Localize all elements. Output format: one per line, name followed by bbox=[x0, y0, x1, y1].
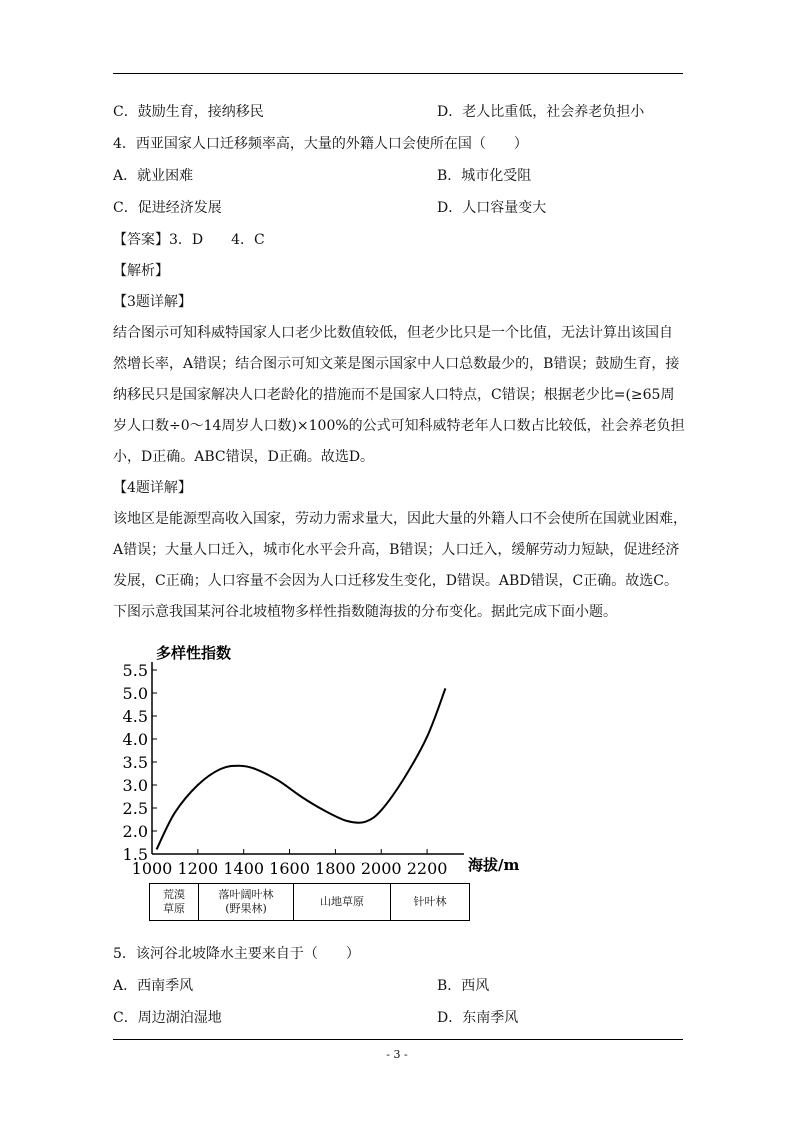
q3-option-d: D．老人比重低，社会养老负担小 bbox=[437, 104, 645, 120]
chart-intro: 下图示意我国某河谷北坡植物多样性指数随海拔的分布变化。据此完成下面小题。 bbox=[113, 604, 617, 620]
q3-detail-line: 纳移民只是国家解决人口老龄化的措施而不是国家人口特点，C错误；根据老少比=(≥65周 bbox=[113, 387, 675, 403]
y-tick-label: 4.0 bbox=[122, 730, 148, 749]
zone-desert-steppe: 荒漠草原 bbox=[150, 884, 199, 921]
vegetation-zone-table bbox=[149, 883, 470, 921]
y-tick-label: 2.5 bbox=[122, 799, 148, 818]
q4-detail-heading: 【4题详解】 bbox=[113, 480, 192, 496]
q4-option-d: D．人口容量变大 bbox=[437, 200, 547, 216]
x-tick-label: 1400 bbox=[223, 859, 265, 878]
q5-option-a: A．西南季风 bbox=[113, 978, 194, 994]
q5-option-b: B．西风 bbox=[437, 978, 490, 994]
q5-option-c: C．周边湖泊湿地 bbox=[113, 1010, 222, 1026]
x-tick-label: 2000 bbox=[360, 859, 402, 878]
analysis-heading: 【解析】 bbox=[113, 263, 169, 279]
x-tick-label: 1200 bbox=[177, 859, 219, 878]
y-tick-label: 3.0 bbox=[122, 776, 148, 795]
header-rule bbox=[113, 73, 683, 74]
x-tick-label: 1600 bbox=[269, 859, 310, 878]
y-tick-label: 3.5 bbox=[122, 753, 148, 772]
q4-option-a: A．就业困难 bbox=[113, 168, 194, 184]
page-number: - 3 - bbox=[386, 1048, 408, 1061]
q5-option-d: D．东南季风 bbox=[437, 1010, 519, 1026]
q3-detail-line: 然增长率，A错误；结合图示可知文莱是图示国家中人口总数最少的，B错误；鼓励生育，接 bbox=[113, 356, 680, 372]
q4-option-c: C．促进经济发展 bbox=[113, 200, 222, 216]
x-axis-label: 海拔/m bbox=[468, 856, 520, 874]
diversity-curve bbox=[157, 688, 446, 849]
q3-detail-line: 结合图示可知科威特国家人口老少比数值较低，但老少比只是一个比值，无法计算出该国自 bbox=[113, 325, 673, 341]
zone-deciduous-forest: 落叶阔叶林(野果林) bbox=[199, 884, 294, 921]
x-tick-label: 1800 bbox=[315, 859, 356, 878]
zone-mountain-steppe: 山地草原 bbox=[294, 884, 391, 921]
q3-detail-line: 岁人口数÷0～14周岁人口数)×100%的公式可知科威特老年人口数占比较低，社会养老负担 bbox=[113, 418, 685, 434]
y-tick-label: 5.5 bbox=[122, 661, 148, 680]
q4-stem: 4．西亚国家人口迁移频率高，大量的外籍人口会使所在国（ ） bbox=[113, 136, 528, 152]
q4-option-b: B．城市化受阻 bbox=[437, 168, 532, 184]
y-tick-label: 1.5 bbox=[122, 845, 148, 864]
q3-detail-heading: 【3题详解】 bbox=[113, 294, 192, 310]
diversity-chart bbox=[112, 640, 532, 880]
q4-detail-line: A错误；大量人口迁入，城市化水平会升高，B错误；人口迁入，缓解劳动力短缺，促进经济 bbox=[113, 542, 680, 558]
y-tick-label: 2.0 bbox=[122, 822, 148, 841]
answer-line: 【答案】3．D 4．C bbox=[113, 232, 265, 248]
x-tick-label: 2200 bbox=[406, 859, 448, 878]
q3-detail-line: 小，D正确。ABC错误，D正确。故选D。 bbox=[113, 449, 375, 465]
y-tick-label: 5.0 bbox=[122, 684, 148, 703]
x-tick-label: 1000 bbox=[131, 859, 173, 878]
q4-detail-line: 该地区是能源型高收入国家，劳动力需求量大，因此大量的外籍人口不会使所在国就业困难， bbox=[113, 511, 687, 527]
chart-title: 多样性指数 bbox=[156, 644, 232, 662]
zone-conifer-forest: 针叶林 bbox=[391, 884, 470, 921]
q5-stem: 5．该河谷北坡降水主要来自于（ ） bbox=[113, 946, 360, 962]
footer-rule bbox=[113, 1039, 683, 1040]
y-tick-label: 4.5 bbox=[122, 707, 148, 726]
q4-detail-line: 发展，C正确；人口容量不会因为人口迁移发生变化，D错误。ABD错误，C正确。故选C。 bbox=[113, 573, 678, 589]
q3-option-c: C．鼓励生育，接纳移民 bbox=[113, 104, 264, 120]
